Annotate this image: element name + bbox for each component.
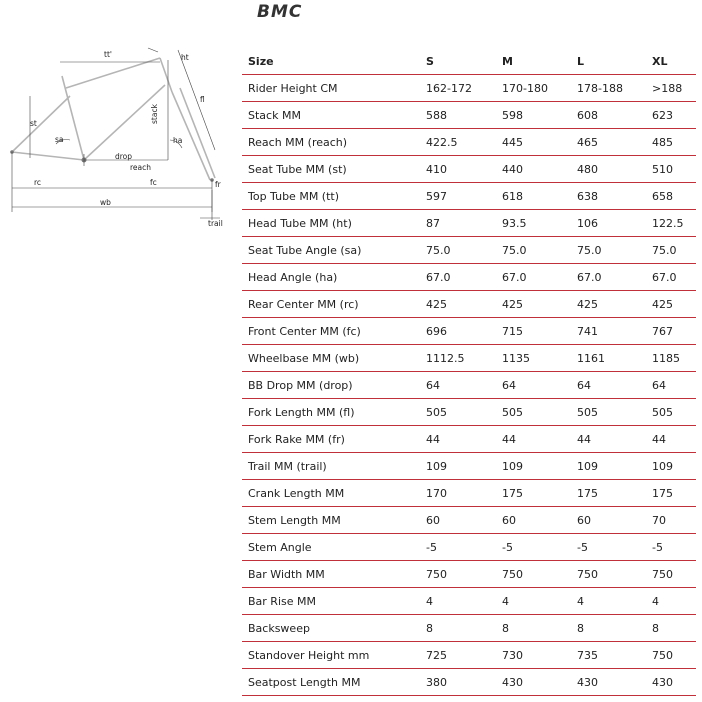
row-value: 175 xyxy=(646,480,696,507)
row-value: 425 xyxy=(496,291,571,318)
table-row xyxy=(242,75,696,102)
table-header-row xyxy=(242,48,696,75)
row-value: 465 xyxy=(571,129,646,156)
row-value: 64 xyxy=(496,372,571,399)
row-value: 1135 xyxy=(496,345,571,372)
row-label: Bar Rise MM xyxy=(242,588,420,615)
column-header: S xyxy=(420,48,496,75)
dimension-lines xyxy=(12,48,220,220)
row-value: 618 xyxy=(496,183,571,210)
diagram-label-tt: tt' xyxy=(104,50,112,59)
table-row xyxy=(242,399,696,426)
table-row xyxy=(242,102,696,129)
row-value: 425 xyxy=(646,291,696,318)
row-value: 658 xyxy=(646,183,696,210)
row-label: BB Drop MM (drop) xyxy=(242,372,420,399)
row-value: 4 xyxy=(496,588,571,615)
row-value: 445 xyxy=(496,129,571,156)
table-row xyxy=(242,156,696,183)
row-value: 422.5 xyxy=(420,129,496,156)
row-value: 60 xyxy=(496,507,571,534)
row-value: 485 xyxy=(646,129,696,156)
diagram-label-reach: reach xyxy=(130,163,152,172)
table-row xyxy=(242,183,696,210)
row-value: 70 xyxy=(646,507,696,534)
row-value: 510 xyxy=(646,156,696,183)
row-label: Seatpost Length MM xyxy=(242,669,420,696)
row-value: 505 xyxy=(496,399,571,426)
row-value: 44 xyxy=(571,426,646,453)
row-label: Front Center MM (fc) xyxy=(242,318,420,345)
row-value: 638 xyxy=(571,183,646,210)
row-label: Stack MM xyxy=(242,102,420,129)
row-value: 75.0 xyxy=(646,237,696,264)
row-label: Top Tube MM (tt) xyxy=(242,183,420,210)
row-label: Fork Length MM (fl) xyxy=(242,399,420,426)
geometry-table xyxy=(242,48,696,696)
table-row xyxy=(242,507,696,534)
row-value: 430 xyxy=(496,669,571,696)
row-value: 410 xyxy=(420,156,496,183)
column-header: Size xyxy=(242,48,420,75)
row-value: 8 xyxy=(571,615,646,642)
row-value: 505 xyxy=(420,399,496,426)
row-value: 505 xyxy=(646,399,696,426)
row-label: Rider Height CM xyxy=(242,75,420,102)
diagram-label-st: st xyxy=(30,119,37,128)
row-value: 106 xyxy=(571,210,646,237)
row-value: 64 xyxy=(420,372,496,399)
row-value: 64 xyxy=(646,372,696,399)
row-label: Head Tube MM (ht) xyxy=(242,210,420,237)
row-value: 175 xyxy=(496,480,571,507)
table-row xyxy=(242,642,696,669)
table-row xyxy=(242,588,696,615)
row-value: 750 xyxy=(420,561,496,588)
row-value: 440 xyxy=(496,156,571,183)
row-value: 741 xyxy=(571,318,646,345)
diagram-label-rc: rc xyxy=(34,178,42,187)
row-value: 122.5 xyxy=(646,210,696,237)
row-value: 162-172 xyxy=(420,75,496,102)
bmc-logo: BMC xyxy=(257,2,303,22)
table-row xyxy=(242,129,696,156)
row-value: 109 xyxy=(571,453,646,480)
row-value: 44 xyxy=(646,426,696,453)
row-label: Fork Rake MM (fr) xyxy=(242,426,420,453)
row-label: Head Angle (ha) xyxy=(242,264,420,291)
row-value: 750 xyxy=(571,561,646,588)
row-value: 588 xyxy=(420,102,496,129)
row-label: Stem Angle xyxy=(242,534,420,561)
row-value: 75.0 xyxy=(420,237,496,264)
column-header: L xyxy=(571,48,646,75)
row-label: Wheelbase MM (wb) xyxy=(242,345,420,372)
table-row xyxy=(242,534,696,561)
diagram-label-drop: drop xyxy=(115,152,133,161)
row-value: 93.5 xyxy=(496,210,571,237)
row-value: 1161 xyxy=(571,345,646,372)
row-label: Seat Tube MM (st) xyxy=(242,156,420,183)
bike-frame xyxy=(12,58,215,180)
table-row xyxy=(242,480,696,507)
row-label: Bar Width MM xyxy=(242,561,420,588)
row-value: 623 xyxy=(646,102,696,129)
row-value: 4 xyxy=(571,588,646,615)
row-value: 175 xyxy=(571,480,646,507)
table-row xyxy=(242,237,696,264)
row-label: Stem Length MM xyxy=(242,507,420,534)
row-value: 44 xyxy=(420,426,496,453)
row-value: 425 xyxy=(420,291,496,318)
row-value: 696 xyxy=(420,318,496,345)
diagram-label-fc: fc xyxy=(150,178,157,187)
row-value: 597 xyxy=(420,183,496,210)
row-value: 1185 xyxy=(646,345,696,372)
row-value: 730 xyxy=(496,642,571,669)
row-value: 4 xyxy=(646,588,696,615)
row-value: -5 xyxy=(571,534,646,561)
geometry-diagram xyxy=(0,40,235,235)
table-row xyxy=(242,561,696,588)
row-value: 598 xyxy=(496,102,571,129)
table-row xyxy=(242,615,696,642)
table-row xyxy=(242,453,696,480)
row-value: 64 xyxy=(571,372,646,399)
row-value: 60 xyxy=(571,507,646,534)
row-label: Crank Length MM xyxy=(242,480,420,507)
row-value: 87 xyxy=(420,210,496,237)
table-row xyxy=(242,345,696,372)
diagram-label-wb: wb xyxy=(100,198,111,207)
row-value: 67.0 xyxy=(420,264,496,291)
row-value: 425 xyxy=(571,291,646,318)
column-header: XL xyxy=(646,48,696,75)
row-value: 75.0 xyxy=(496,237,571,264)
row-value: 750 xyxy=(646,561,696,588)
row-value: 1112.5 xyxy=(420,345,496,372)
row-value: 109 xyxy=(420,453,496,480)
row-value: 480 xyxy=(571,156,646,183)
row-value: 725 xyxy=(420,642,496,669)
row-label: Reach MM (reach) xyxy=(242,129,420,156)
row-value: 8 xyxy=(496,615,571,642)
table-row xyxy=(242,372,696,399)
row-value: 505 xyxy=(571,399,646,426)
row-value: 170 xyxy=(420,480,496,507)
row-value: 735 xyxy=(571,642,646,669)
frame-diagram-svg xyxy=(0,40,235,235)
diagram-label-ht: ht xyxy=(181,53,189,62)
row-value: 380 xyxy=(420,669,496,696)
column-header: M xyxy=(496,48,571,75)
row-value: 109 xyxy=(496,453,571,480)
row-value: -5 xyxy=(420,534,496,561)
row-value: 67.0 xyxy=(496,264,571,291)
row-value: 67.0 xyxy=(646,264,696,291)
row-value: 170-180 xyxy=(496,75,571,102)
table-row xyxy=(242,210,696,237)
row-value: -5 xyxy=(496,534,571,561)
row-value: 75.0 xyxy=(571,237,646,264)
row-label: Trail MM (trail) xyxy=(242,453,420,480)
table-row xyxy=(242,318,696,345)
row-value: 109 xyxy=(646,453,696,480)
row-value: -5 xyxy=(646,534,696,561)
row-label: Seat Tube Angle (sa) xyxy=(242,237,420,264)
diagram-label-sa: sa xyxy=(55,135,64,144)
row-value: 44 xyxy=(496,426,571,453)
table-row xyxy=(242,669,696,696)
diagram-label-trail: trail xyxy=(208,219,223,228)
table-row xyxy=(242,264,696,291)
row-value: 67.0 xyxy=(571,264,646,291)
row-label: Backsweep xyxy=(242,615,420,642)
row-value: >188 xyxy=(646,75,696,102)
diagram-label-fr: fr xyxy=(215,180,221,189)
table-row xyxy=(242,426,696,453)
row-value: 715 xyxy=(496,318,571,345)
diagram-label-ha: ha xyxy=(173,136,183,145)
table-row xyxy=(242,291,696,318)
row-value: 8 xyxy=(420,615,496,642)
row-label: Rear Center MM (rc) xyxy=(242,291,420,318)
row-label: Standover Height mm xyxy=(242,642,420,669)
diagram-label-fl: fl xyxy=(200,95,205,104)
row-value: 430 xyxy=(646,669,696,696)
row-value: 750 xyxy=(496,561,571,588)
row-value: 60 xyxy=(420,507,496,534)
row-value: 178-188 xyxy=(571,75,646,102)
row-value: 608 xyxy=(571,102,646,129)
row-value: 750 xyxy=(646,642,696,669)
row-value: 430 xyxy=(571,669,646,696)
diagram-label-stack: stack xyxy=(150,104,159,124)
row-value: 8 xyxy=(646,615,696,642)
row-value: 767 xyxy=(646,318,696,345)
row-value: 4 xyxy=(420,588,496,615)
